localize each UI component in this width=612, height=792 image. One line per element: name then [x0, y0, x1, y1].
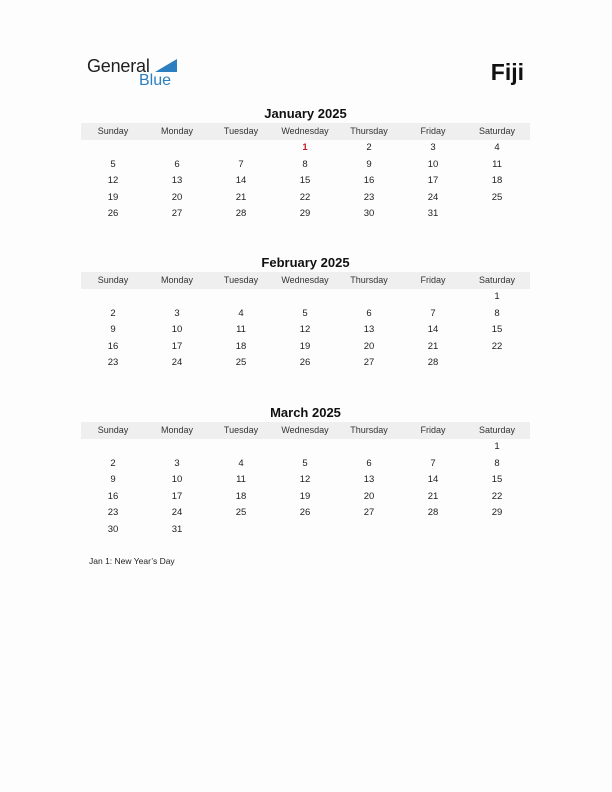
holiday-notes [89, 556, 175, 566]
day-cell [145, 439, 209, 456]
weekday-label: Tuesday [223, 126, 259, 136]
day-cell: 20 [363, 340, 375, 352]
weekday-label: Thursday [350, 126, 388, 136]
day-cell: 15 [299, 175, 311, 186]
day-cell: 9 [110, 474, 116, 485]
day-cell: 5 [302, 307, 308, 319]
month-january [81, 106, 530, 223]
day-cell: 22 [299, 191, 311, 203]
day-cell [465, 522, 529, 539]
day-cell: 12 [299, 474, 311, 485]
day-cell: 11 [236, 324, 246, 335]
day-cell [209, 439, 273, 456]
week-row [81, 439, 530, 456]
day-cell: 24 [427, 191, 439, 203]
day-cell [337, 289, 401, 306]
weekday-label: Saturday [478, 126, 516, 136]
day-cell: 13 [363, 474, 375, 485]
day-cell: 16 [107, 490, 119, 502]
day-cell: 31 [171, 523, 183, 535]
weekday-label: Sunday [97, 425, 129, 435]
day-cell: 22 [491, 490, 503, 502]
logo-word-blue: Blue [139, 72, 172, 89]
day-cell: 18 [235, 340, 247, 352]
week-row [81, 355, 530, 372]
day-cell [81, 439, 145, 456]
week-row [81, 190, 530, 207]
week-row [81, 489, 530, 506]
day-cell: 18 [491, 175, 503, 186]
day-cell: 14 [427, 324, 439, 335]
day-cell: 24 [171, 357, 183, 368]
day-cell: 25 [235, 357, 247, 368]
day-cell: 18 [235, 490, 247, 502]
day-cell: 25 [491, 191, 503, 203]
holiday-note: Jan 1: New Year’s Day [89, 556, 175, 566]
day-cell: 27 [363, 507, 375, 518]
weekday-label: Monday [160, 126, 194, 136]
day-cell: 9 [366, 158, 372, 170]
day-cell: 1 [494, 441, 500, 452]
day-cell: 23 [107, 357, 119, 368]
day-cell: 21 [427, 490, 439, 502]
week-row [81, 322, 530, 339]
day-cell: 10 [171, 324, 183, 335]
week-row [81, 505, 530, 522]
day-cell [145, 289, 209, 306]
day-cell: 6 [366, 457, 372, 469]
day-cell: 26 [299, 507, 311, 518]
weekday-label: Sunday [97, 275, 129, 285]
day-cell [337, 522, 401, 539]
day-cell [209, 289, 273, 306]
weekday-label: Saturday [478, 275, 516, 285]
week-row [81, 173, 530, 190]
day-cell [337, 439, 401, 456]
day-cell: 6 [366, 307, 372, 319]
day-cell: 21 [235, 191, 247, 203]
day-cell [209, 140, 273, 157]
day-cell: 17 [171, 490, 183, 502]
weekday-label: Saturday [478, 425, 516, 435]
day-cell [273, 289, 337, 306]
day-cell: 26 [299, 357, 311, 368]
day-cell: 19 [299, 490, 311, 502]
day-cell: 15 [491, 324, 503, 335]
day-cell: 7 [238, 158, 244, 170]
country-title: Fiji [490, 59, 524, 85]
day-cell: 27 [171, 208, 183, 219]
day-cell: 11 [236, 474, 246, 485]
weekday-label: Friday [420, 275, 446, 285]
day-cell: 23 [107, 507, 119, 518]
day-cell: 17 [427, 175, 439, 186]
day-cell [81, 289, 145, 306]
day-cell: 31 [427, 208, 439, 219]
week-row [81, 339, 530, 356]
day-cell: 7 [430, 307, 436, 319]
day-cell: 16 [107, 340, 119, 352]
day-cell: 26 [107, 208, 119, 219]
week-row [81, 306, 530, 323]
day-cell: 21 [427, 340, 439, 352]
month-february [81, 255, 530, 372]
day-cell: 2 [366, 142, 372, 153]
day-cell: 7 [430, 457, 436, 469]
day-cell [401, 289, 465, 306]
day-cell: 24 [171, 507, 183, 518]
day-cell [273, 439, 337, 456]
day-cell [209, 522, 273, 539]
weekday-header-row [81, 422, 530, 439]
month-march [81, 405, 530, 538]
day-cell: 16 [363, 175, 375, 186]
day-cell [145, 140, 209, 157]
day-cell: 19 [107, 191, 119, 203]
day-cell: 10 [171, 474, 183, 485]
week-row [81, 456, 530, 473]
day-cell: 23 [363, 191, 375, 203]
day-cell: 12 [299, 324, 311, 335]
day-cell: 27 [363, 357, 375, 368]
day-cell: 22 [491, 340, 503, 352]
day-cell: 30 [107, 523, 119, 535]
day-cell: 2 [110, 307, 116, 319]
weekday-label: Wednesday [281, 126, 329, 136]
weekday-label: Wednesday [281, 275, 329, 285]
day-cell: 28 [235, 208, 247, 219]
week-row [81, 140, 530, 157]
day-cell: 8 [494, 307, 500, 319]
day-cell: 3 [174, 307, 180, 319]
generalblue-logo [87, 56, 187, 92]
weekday-label: Thursday [350, 275, 388, 285]
day-cell: 12 [107, 175, 119, 186]
day-cell: 29 [491, 507, 503, 518]
week-row [81, 206, 530, 223]
weekday-header-row [81, 123, 530, 140]
day-cell: 13 [171, 175, 183, 186]
weekday-label: Monday [160, 425, 194, 435]
holiday-day-cell: 1 [302, 142, 308, 153]
day-cell: 20 [171, 191, 183, 203]
logo-triangle-icon [155, 59, 177, 72]
week-row [81, 289, 530, 306]
day-cell: 6 [174, 158, 180, 170]
weekday-label: Friday [420, 425, 446, 435]
day-cell [465, 355, 529, 372]
weekday-header-row [81, 272, 530, 289]
day-cell: 11 [492, 158, 502, 170]
day-cell: 25 [235, 507, 247, 518]
weekday-label: Sunday [97, 126, 129, 136]
month-title: February 2025 [261, 255, 350, 270]
day-cell: 10 [427, 158, 439, 170]
day-cell: 3 [174, 457, 180, 469]
day-cell [273, 522, 337, 539]
day-cell: 20 [363, 490, 375, 502]
month-title: March 2025 [270, 405, 341, 420]
day-cell: 8 [302, 158, 308, 170]
day-cell: 17 [171, 340, 183, 352]
logo-word-general: General [87, 56, 150, 76]
day-cell [401, 522, 465, 539]
day-cell: 29 [299, 208, 311, 219]
day-cell: 15 [491, 474, 503, 485]
day-cell [81, 140, 145, 157]
month-title: January 2025 [264, 106, 347, 121]
week-row [81, 522, 530, 539]
day-cell: 2 [110, 457, 116, 469]
day-cell: 28 [427, 357, 439, 368]
weekday-label: Friday [420, 126, 446, 136]
day-cell: 19 [299, 340, 311, 352]
day-cell [401, 439, 465, 456]
weekday-label: Wednesday [281, 425, 329, 435]
day-cell: 5 [302, 457, 308, 469]
day-cell: 5 [110, 158, 116, 170]
weekday-label: Tuesday [223, 425, 259, 435]
weekday-label: Monday [160, 275, 194, 285]
day-cell: 30 [363, 208, 375, 219]
day-cell: 14 [427, 474, 439, 485]
day-cell: 14 [235, 175, 247, 186]
week-row [81, 472, 530, 489]
day-cell: 9 [110, 324, 116, 335]
weekday-label: Tuesday [223, 275, 259, 285]
day-cell: 8 [494, 457, 500, 469]
day-cell: 28 [427, 507, 439, 518]
day-cell: 4 [494, 142, 500, 153]
day-cell: 4 [238, 307, 244, 319]
day-cell: 4 [238, 457, 244, 469]
weekday-label: Thursday [350, 425, 388, 435]
day-cell: 13 [363, 324, 375, 335]
day-cell: 1 [494, 291, 500, 302]
day-cell: 3 [430, 142, 436, 153]
day-cell [465, 206, 529, 223]
week-row [81, 157, 530, 174]
